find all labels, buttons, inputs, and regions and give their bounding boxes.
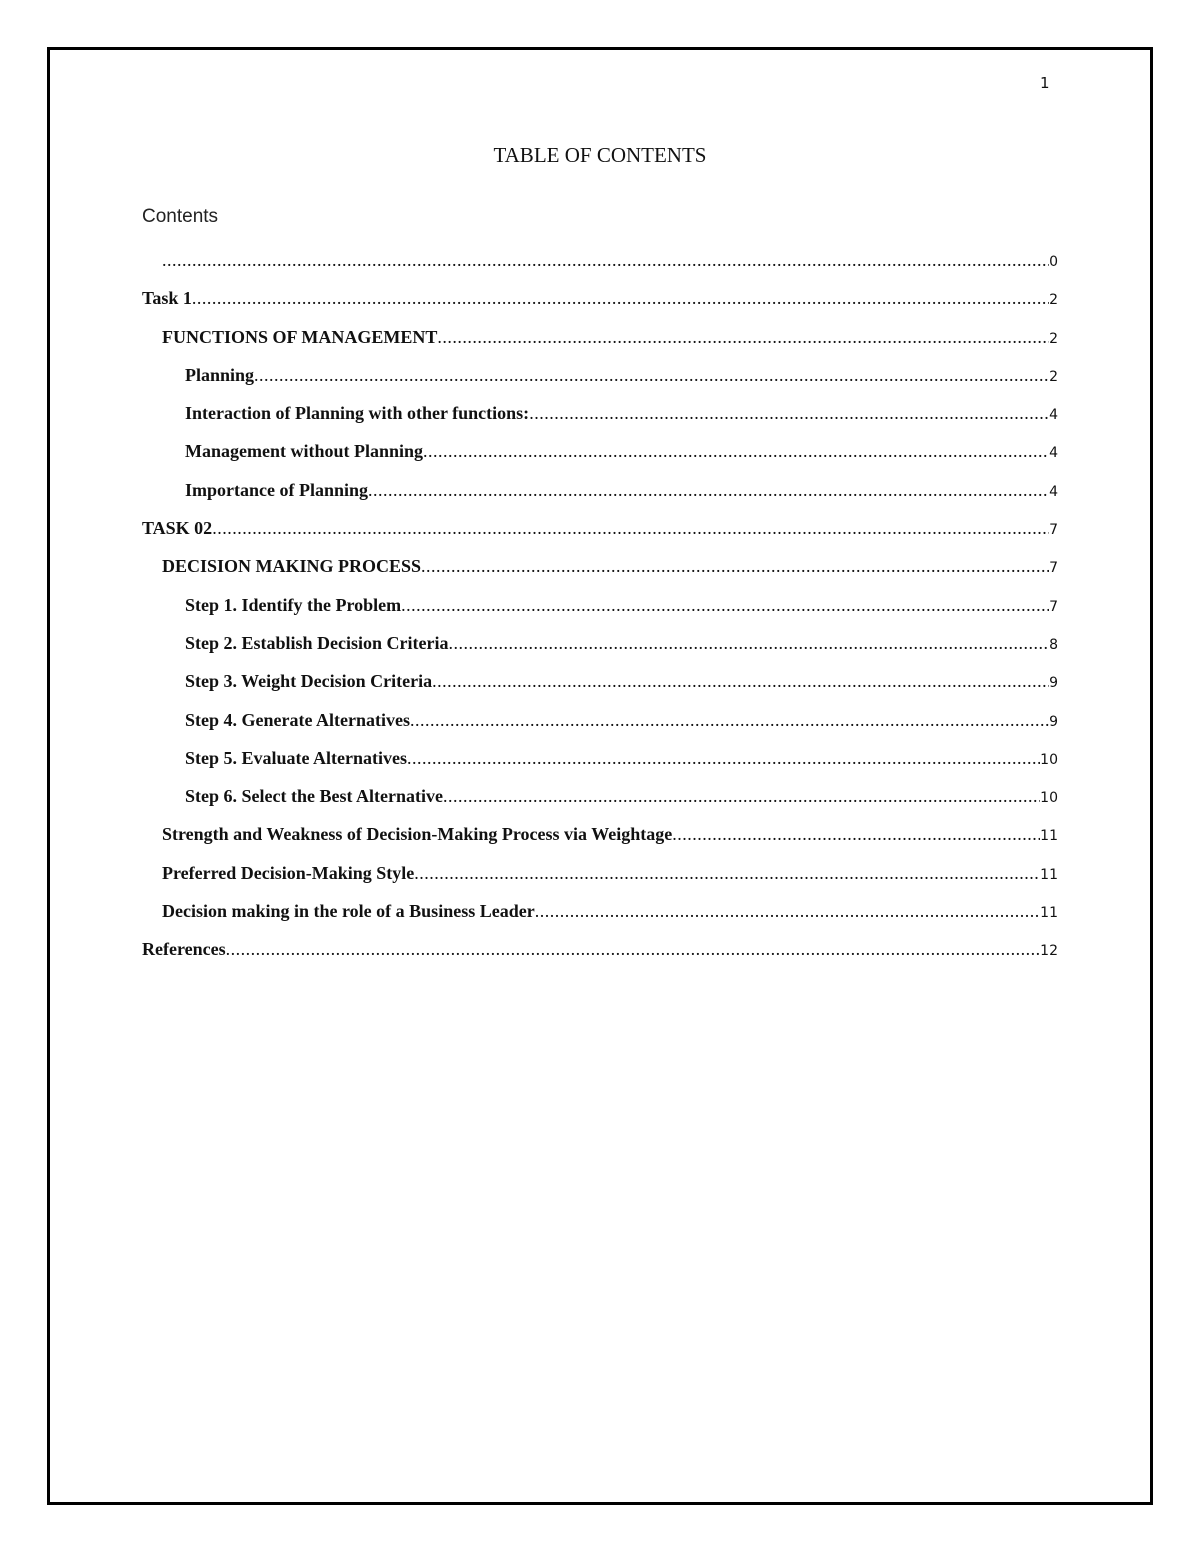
toc-entry-label: Step 4. Generate Alternatives — [185, 709, 410, 730]
toc-entry[interactable] — [142, 480, 1058, 518]
toc-entry[interactable] — [142, 595, 1058, 633]
toc-entry-label: References — [142, 939, 226, 960]
toc-entry-label: Task 1 — [142, 288, 192, 309]
toc-entry-page: 7 — [1049, 522, 1058, 539]
toc-entry-page: 7 — [1049, 598, 1058, 615]
toc-entry[interactable] — [142, 403, 1058, 441]
toc-entry-page: 11 — [1040, 866, 1058, 883]
toc-entry-page: 4 — [1049, 483, 1058, 500]
dot-leader — [432, 671, 1049, 692]
toc-entry[interactable] — [142, 939, 1058, 977]
toc-entry-page: 2 — [1049, 368, 1058, 385]
dot-leader — [410, 710, 1049, 731]
dot-leader — [421, 556, 1049, 577]
toc-entry-page: 4 — [1049, 407, 1058, 424]
dot-leader — [407, 748, 1040, 769]
toc-entry[interactable] — [142, 671, 1058, 709]
toc-entry[interactable] — [142, 518, 1058, 556]
toc-entry-page: 2 — [1049, 330, 1058, 347]
toc-entry-page: 9 — [1049, 713, 1058, 730]
toc-entry-label: FUNCTIONS OF MANAGEMENT — [162, 326, 438, 347]
toc-entry-page: 10 — [1040, 790, 1058, 807]
table-of-contents — [142, 250, 1058, 978]
toc-entry-page: 7 — [1049, 560, 1058, 577]
toc-entry-label: Management without Planning — [185, 441, 424, 462]
toc-entry-label: Planning — [185, 364, 255, 385]
toc-entry-label: TASK 02 — [142, 518, 213, 539]
toc-entry[interactable] — [142, 556, 1058, 594]
dot-leader — [443, 786, 1040, 807]
dot-leader — [529, 403, 1049, 424]
toc-entry[interactable] — [142, 633, 1058, 671]
toc-entry-label: Step 2. Establish Decision Criteria — [185, 632, 449, 653]
dot-leader — [401, 595, 1049, 616]
dot-leader — [437, 327, 1049, 348]
toc-entry[interactable] — [142, 786, 1058, 824]
contents-heading: Contents — [142, 206, 219, 227]
toc-entry[interactable] — [142, 710, 1058, 748]
toc-entry-label: Strength and Weakness of Decision-Making Process via Weightage — [162, 824, 673, 845]
toc-entry[interactable] — [142, 365, 1058, 403]
toc-entry-page: 11 — [1040, 828, 1058, 845]
dot-leader — [535, 901, 1040, 922]
toc-entry-page: 4 — [1049, 445, 1058, 462]
toc-entry-page: 11 — [1040, 905, 1058, 922]
toc-entry-label: Interaction of Planning with other functions: — [185, 403, 530, 424]
dot-leader — [414, 863, 1040, 884]
toc-entry[interactable] — [142, 824, 1058, 862]
toc-entry-page: 2 — [1049, 292, 1058, 309]
toc-entry[interactable] — [142, 441, 1058, 479]
toc-entry-label: Preferred Decision-Making Style — [162, 862, 415, 883]
page-title: TABLE OF CONTENTS — [493, 143, 707, 167]
page-number: 1 — [1040, 74, 1050, 92]
dot-leader — [254, 365, 1049, 386]
dot-leader — [226, 939, 1041, 960]
dot-leader — [192, 288, 1049, 309]
dot-leader — [212, 518, 1049, 539]
toc-entry[interactable] — [142, 901, 1058, 939]
dot-leader — [423, 441, 1049, 462]
toc-entry[interactable] — [142, 863, 1058, 901]
dot-leader — [162, 250, 1049, 271]
toc-entry-label: Step 6. Select the Best Alternative — [185, 786, 443, 807]
toc-entry-page: 0 — [1049, 254, 1058, 270]
toc-entry-label: DECISION MAKING PROCESS — [162, 556, 422, 577]
toc-entry-page: 8 — [1049, 636, 1058, 653]
toc-entry-label: Step 5. Evaluate Alternatives — [185, 747, 407, 768]
dot-leader — [672, 824, 1040, 845]
toc-entry-label: Step 1. Identify the Problem — [185, 594, 402, 615]
toc-entry-label: Step 3. Weight Decision Criteria — [185, 671, 433, 692]
toc-entry[interactable] — [142, 250, 1058, 288]
toc-entry-page: 10 — [1040, 751, 1058, 768]
dot-leader — [368, 480, 1049, 501]
toc-entry[interactable] — [142, 748, 1058, 786]
toc-entry-page: 12 — [1040, 943, 1058, 960]
dot-leader — [449, 633, 1050, 654]
toc-entry[interactable] — [142, 327, 1058, 365]
toc-entry-label: Decision making in the role of a Business Leader — [162, 901, 535, 922]
toc-entry-label: Importance of Planning — [185, 479, 369, 500]
toc-entry-page: 9 — [1049, 675, 1058, 692]
toc-entry[interactable] — [142, 288, 1058, 326]
